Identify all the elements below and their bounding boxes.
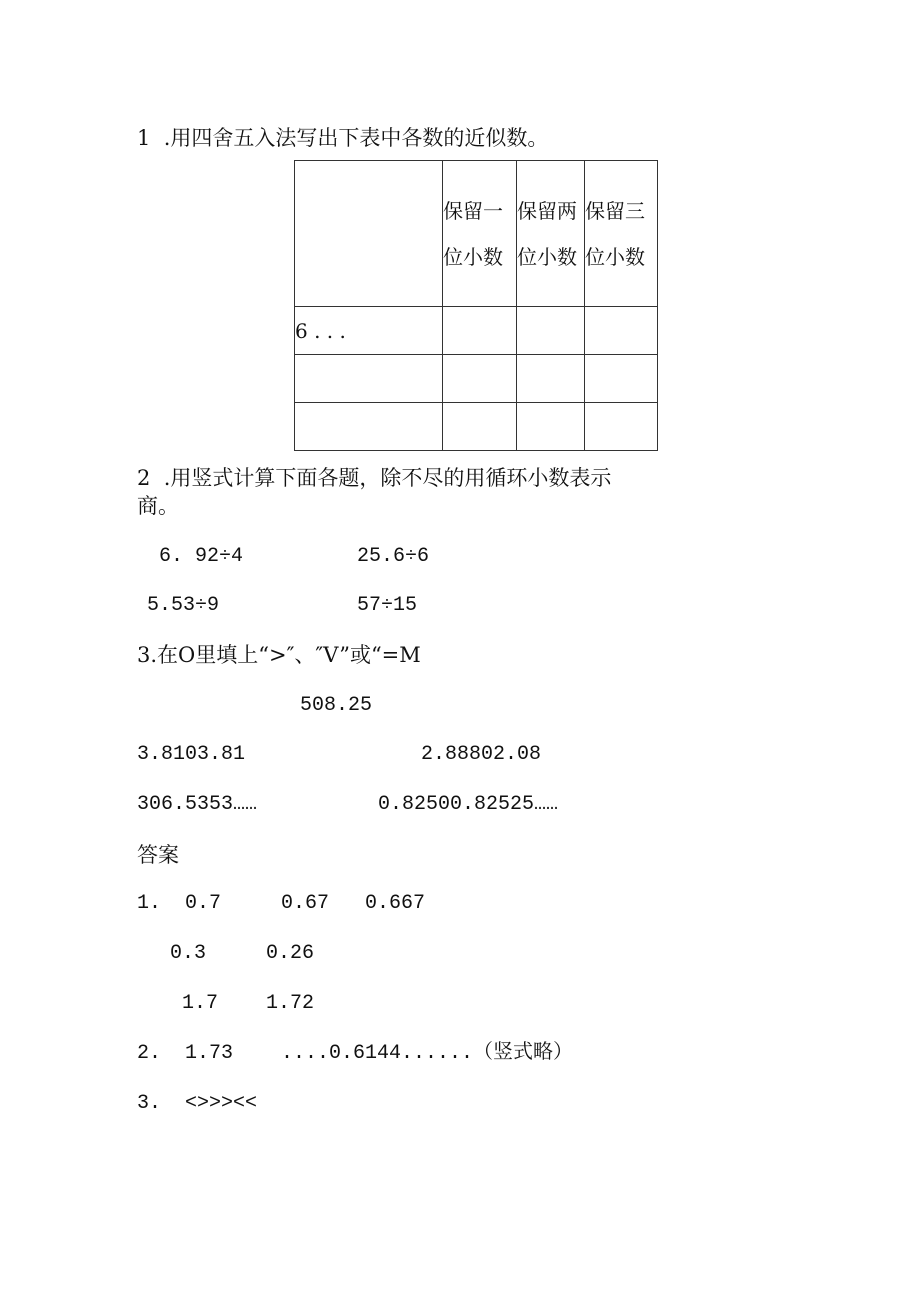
header-three-decimal (585, 161, 658, 307)
table-cell (517, 355, 585, 403)
q1-title: 1 .用四舍五入法写出下表中各数的近似数。 (137, 126, 549, 150)
q3-item-1: 508.25 (300, 694, 373, 717)
q2-problem-2: 25.6÷6 (357, 545, 430, 568)
table-cell (585, 355, 658, 403)
table-row (295, 355, 658, 403)
table-cell (443, 307, 517, 355)
header-one-decimal (443, 161, 517, 307)
table-cell (585, 307, 658, 355)
answer-3: 3. <>>><< (137, 1092, 258, 1115)
q2-problem-1: 6. 92÷4 (159, 545, 244, 568)
answer-2: 2. 1.73 ....0.6144......（竖式略） (137, 1042, 574, 1065)
header-two-decimal-line2: 位小数 (517, 244, 577, 269)
header-two-decimal-line1: 保留两 (517, 198, 577, 223)
q2-problem-3: 5.53÷9 (147, 594, 220, 617)
table-corner-cell (295, 161, 443, 307)
answers-heading: 答案 (137, 843, 179, 867)
table-header-row (295, 161, 658, 307)
q3-item-3: 2.88802.08 (421, 743, 542, 766)
answer-1-line3: 1.7 1.72 (182, 992, 315, 1015)
table-row (295, 307, 658, 355)
q3-title: 3.在O里填上“>″、″V”或“=M (137, 643, 421, 667)
header-one-decimal-line2: 位小数 (443, 244, 503, 269)
table-row (295, 403, 658, 451)
header-three-decimal-line1: 保留三 (585, 198, 645, 223)
q3-item-4: 306.5353…… (137, 793, 258, 816)
answer-1-line1: 1. 0.7 0.67 0.667 (137, 892, 426, 915)
header-one-decimal-line1: 保留一 (443, 198, 503, 223)
table-row-label (295, 355, 443, 403)
table-cell (443, 403, 517, 451)
table-row-label (295, 403, 443, 451)
q3-item-5: 0.82500.82525…… (378, 793, 559, 816)
approximation-table (294, 160, 658, 451)
header-three-decimal-line2: 位小数 (585, 244, 645, 269)
table-row-label: 6 . . . (295, 307, 443, 355)
table-cell (517, 403, 585, 451)
table-cell (585, 403, 658, 451)
q2-problem-4: 57÷15 (357, 594, 418, 617)
table-cell (443, 355, 517, 403)
q3-item-2: 3.8103.81 (137, 743, 246, 766)
answer-1-line2: 0.3 0.26 (170, 942, 315, 965)
q2-title-line2: 商。 (137, 494, 179, 518)
header-two-decimal (517, 161, 585, 307)
q2-title-line1: 2 .用竖式计算下面各题，除不尽的用循环小数表示 (137, 466, 612, 490)
table-cell (517, 307, 585, 355)
